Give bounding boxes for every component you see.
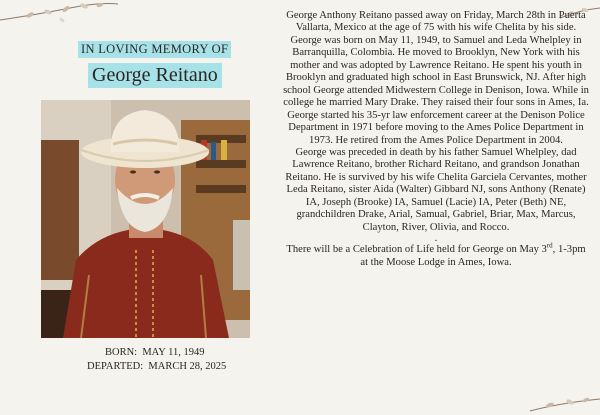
departed-date: MARCH 28, 2025 <box>148 361 227 372</box>
born-date: MAY 11, 1949 <box>142 347 205 358</box>
departed-line <box>87 361 226 372</box>
celebration-text: There will be a Celebration of Life held for George on May 3 <box>286 244 547 256</box>
obituary-text <box>282 10 590 269</box>
obituary-paragraph: George was preceded in death by his father Samuel Whelpley, dad Lawrence Reitano, brother Richard Reitano, and grandson Jonathan Reitano. He is survived by his wife Chelita Garciela Cervantes, mother Leda Reitano, sister Aida (Walter) Gibbard NJ, sons Anthony (Renate) IA, Joseph (Brooke) IA, Samuel (Lacie) IA, Peter (Beth) NE, grandchildren Drake, Arial, Samual, Gabriel, Briar, Max, Marcus, Clayton, River, Olivia, and Rocco. <box>285 146 587 233</box>
portrait-photo <box>41 100 250 338</box>
celebration-of-life <box>282 241 590 269</box>
departed-label: DEPARTED: <box>87 361 144 372</box>
born-line <box>105 347 204 358</box>
memory-title: IN LOVING MEMORY OF <box>78 41 231 58</box>
born-label: BORN: <box>105 347 138 358</box>
branch-decoration-icon <box>520 385 600 415</box>
obituary-paragraph: George Anthony Reitano passed away on Friday, March 28th in Puerta Vallarta, Mexico at the age of 75 with his wife Chelita by his side. <box>286 10 586 34</box>
celebration-date-suffix: rd <box>546 241 553 250</box>
celebration-text-end: , 1-3pm at the Moose Lodge in Ames, Iowa. <box>360 244 586 268</box>
obituary-paragraph: George was born on May 11, 1949, to Samuel and Leda Whelpley in Barranquilla, Colombia. He moved to Brooklyn, New York with his mother and was adopted by Lawrence Reitano. He spent his youth in Brooklyn and graduated high school in East Brunswick, NJ. After high school George attended Midwestern College in Denison, Iowa. While in college he married Mary Drake. They raised their four sons in Ames, Ia. George started his 35-yr law enforcement career at the Denison Police Department in 1971 before moving to the Ames Police Department in 1973. He retired from the Ames Police Department in 2004. <box>283 34 589 146</box>
memorial-left-column <box>0 0 290 415</box>
separator-dot: . <box>434 233 438 245</box>
deceased-name: George Reitano <box>88 63 222 88</box>
